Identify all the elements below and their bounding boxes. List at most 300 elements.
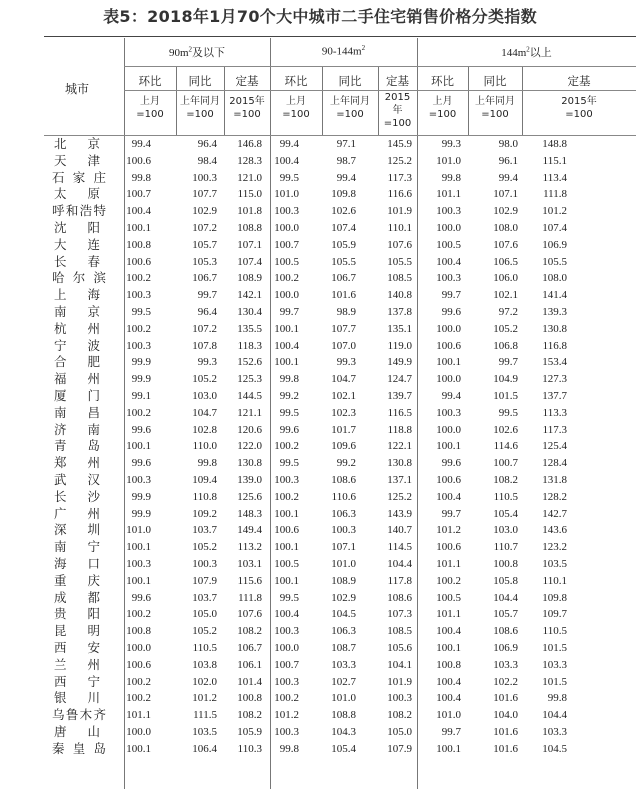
index-value: 117.8 bbox=[387, 574, 412, 587]
index-value: 128.2 bbox=[542, 490, 567, 503]
index-value: 105.8 bbox=[493, 574, 518, 587]
index-value: 99.9 bbox=[131, 490, 151, 503]
index-value: 142.1 bbox=[237, 289, 262, 302]
index-value: 108.6 bbox=[387, 591, 412, 604]
city-name: 乌鲁木齐 bbox=[52, 707, 106, 723]
index-value: 153.4 bbox=[542, 356, 567, 369]
index-value: 96.4 bbox=[197, 138, 217, 150]
city-name: 青岛 bbox=[54, 438, 100, 454]
index-value: 110.1 bbox=[387, 222, 412, 234]
index-value: 99.1 bbox=[131, 390, 151, 402]
table-top-rule bbox=[44, 36, 636, 37]
index-value: 100.1 bbox=[274, 356, 299, 369]
index-value: 108.9 bbox=[331, 574, 356, 587]
index-value: 105.2 bbox=[192, 541, 217, 554]
index-value: 99.8 bbox=[441, 171, 461, 184]
table-row bbox=[0, 304, 640, 321]
index-value: 107.2 bbox=[192, 222, 217, 234]
index-value: 100.0 bbox=[436, 423, 461, 436]
city-name: 沈阳 bbox=[54, 220, 100, 235]
group-header-large: $144m^2$以上 bbox=[501, 45, 552, 59]
city-name: 西安 bbox=[54, 640, 100, 655]
index-value: 100.0 bbox=[436, 222, 461, 234]
index-value: 100.4 bbox=[436, 692, 461, 705]
index-value: 103.3 bbox=[331, 658, 356, 671]
city-name: 大连 bbox=[54, 236, 100, 252]
table-row bbox=[0, 371, 640, 388]
index-value: 100.7 bbox=[274, 238, 299, 251]
index-value: 105.2 bbox=[493, 322, 518, 335]
index-value: 137.8 bbox=[387, 306, 412, 318]
city-name: 呼和浩特 bbox=[52, 203, 106, 219]
city-name: 合肥 bbox=[54, 354, 100, 370]
index-value: 106.1 bbox=[237, 658, 262, 671]
index-value: 105.9 bbox=[237, 726, 262, 738]
table-row bbox=[0, 153, 640, 170]
index-value: 99.6 bbox=[441, 306, 461, 318]
index-value: 100.3 bbox=[126, 339, 151, 352]
index-value: 100.8 bbox=[126, 625, 151, 638]
index-value: 100.1 bbox=[436, 440, 461, 453]
index-value: 106.7 bbox=[331, 272, 356, 285]
city-name: 唐山 bbox=[54, 724, 100, 739]
index-value: 103.3 bbox=[542, 726, 567, 738]
index-value: 99.8 bbox=[279, 373, 299, 386]
index-value: 100.8 bbox=[436, 658, 461, 671]
index-value: 102.9 bbox=[331, 591, 356, 604]
index-value: 115.6 bbox=[237, 574, 262, 587]
city-column-header: 城市 bbox=[64, 81, 89, 96]
city-name: 成都 bbox=[54, 589, 100, 605]
index-value: 99.7 bbox=[441, 726, 461, 738]
city-name: 昆明 bbox=[54, 623, 100, 639]
index-value: 100.3 bbox=[274, 474, 299, 486]
table-row bbox=[0, 422, 640, 439]
index-value: 125.6 bbox=[237, 490, 262, 503]
index-value: 104.7 bbox=[192, 406, 217, 419]
index-value: 101.1 bbox=[436, 558, 461, 570]
index-value: 100.0 bbox=[436, 322, 461, 335]
index-value: 106.0 bbox=[493, 272, 518, 285]
table-row bbox=[0, 556, 640, 573]
city-name: 西宁 bbox=[54, 673, 100, 689]
table-title: 表5：2018年1月70个大中城市二手住宅销售价格分类指数 bbox=[103, 7, 537, 26]
table-row bbox=[0, 539, 640, 556]
index-value: 100.4 bbox=[274, 339, 299, 352]
index-value: 99.7 bbox=[498, 356, 518, 369]
city-name: 济南 bbox=[54, 421, 100, 437]
index-value: 102.7 bbox=[331, 675, 356, 688]
index-value: 100.2 bbox=[126, 608, 151, 621]
index-value: 100.0 bbox=[274, 222, 299, 234]
index-value: 121.1 bbox=[237, 406, 262, 419]
group-header-medium: $90-144m^2$ bbox=[321, 44, 366, 58]
index-value: 101.6 bbox=[493, 726, 518, 738]
index-value: 141.4 bbox=[542, 289, 567, 302]
index-value: 100.4 bbox=[274, 154, 299, 167]
index-value: 99.7 bbox=[441, 289, 461, 302]
table-row bbox=[0, 136, 640, 153]
index-value: 108.9 bbox=[237, 272, 262, 285]
index-value: 100.3 bbox=[274, 205, 299, 218]
index-value: 110.5 bbox=[493, 490, 518, 503]
index-value: 104.9 bbox=[493, 373, 518, 386]
base-label: 2015年 =100 bbox=[561, 96, 597, 120]
index-value: 107.8 bbox=[192, 339, 217, 352]
index-value: 105.0 bbox=[192, 608, 217, 621]
table-row bbox=[0, 690, 640, 707]
index-value: 100.3 bbox=[436, 205, 461, 218]
index-value: 100.2 bbox=[126, 272, 151, 285]
index-value: 114.6 bbox=[493, 440, 518, 453]
index-value: 100.3 bbox=[274, 726, 299, 738]
index-value: 96.1 bbox=[498, 154, 518, 167]
index-value: 104.3 bbox=[331, 726, 356, 738]
table-row bbox=[0, 254, 640, 271]
table-row bbox=[0, 573, 640, 590]
index-value: 104.7 bbox=[331, 373, 356, 386]
index-value: 100.1 bbox=[436, 742, 461, 755]
column-header: 定基 bbox=[386, 74, 409, 88]
index-value: 103.3 bbox=[542, 658, 567, 671]
index-value: 105.7 bbox=[192, 238, 217, 251]
index-value: 100.3 bbox=[126, 558, 151, 570]
city-name: 哈尔滨 bbox=[52, 270, 106, 286]
index-value: 148.8 bbox=[542, 138, 567, 150]
index-value: 99.4 bbox=[336, 171, 356, 184]
index-value: 149.4 bbox=[237, 524, 262, 537]
table-row bbox=[0, 237, 640, 254]
city-name: 郑州 bbox=[54, 455, 100, 471]
index-value: 125.3 bbox=[237, 373, 262, 386]
table-row bbox=[0, 606, 640, 623]
index-value: 115.0 bbox=[237, 188, 262, 201]
city-name: 长春 bbox=[54, 253, 100, 269]
table-row bbox=[0, 405, 640, 422]
index-value: 101.2 bbox=[542, 205, 567, 218]
index-value: 116.6 bbox=[387, 188, 412, 201]
index-value: 107.4 bbox=[331, 222, 356, 234]
index-value: 100.2 bbox=[126, 322, 151, 335]
index-value: 102.6 bbox=[331, 205, 356, 218]
index-value: 99.6 bbox=[131, 423, 151, 436]
index-value: 101.6 bbox=[493, 742, 518, 755]
table-row bbox=[0, 506, 640, 523]
index-value: 100.6 bbox=[436, 541, 461, 554]
index-value: 101.0 bbox=[274, 188, 299, 201]
index-value: 143.9 bbox=[387, 507, 412, 520]
table-row bbox=[0, 455, 640, 472]
city-name: 宁波 bbox=[54, 337, 100, 353]
index-value: 102.0 bbox=[192, 675, 217, 688]
index-value: 101.0 bbox=[436, 709, 461, 722]
index-value: 107.1 bbox=[331, 541, 356, 554]
index-value: 102.9 bbox=[192, 205, 217, 218]
index-value: 104.0 bbox=[493, 709, 518, 722]
base-label: 上年同月 =100 bbox=[180, 96, 220, 120]
index-value: 114.5 bbox=[387, 541, 412, 554]
index-value: 113.2 bbox=[237, 541, 262, 554]
index-value: 107.7 bbox=[331, 322, 356, 335]
base-label: 上月 =100 bbox=[428, 96, 457, 120]
column-header: 环比 bbox=[431, 74, 454, 88]
index-value: 103.5 bbox=[192, 726, 217, 738]
index-value: 116.5 bbox=[387, 406, 412, 419]
index-value: 101.1 bbox=[436, 188, 461, 201]
index-value: 98.0 bbox=[498, 138, 518, 150]
index-value: 98.4 bbox=[197, 154, 217, 167]
index-value: 128.3 bbox=[237, 154, 262, 167]
index-value: 106.4 bbox=[192, 742, 217, 755]
index-value: 97.2 bbox=[498, 306, 518, 318]
index-value: 101.4 bbox=[237, 675, 262, 688]
table-row bbox=[0, 707, 640, 724]
city-name: 杭州 bbox=[54, 320, 100, 336]
index-value: 100.4 bbox=[436, 625, 461, 638]
city-name: 厦门 bbox=[54, 388, 100, 403]
index-value: 100.4 bbox=[126, 205, 151, 218]
index-value: 117.3 bbox=[387, 171, 412, 184]
index-value: 100.3 bbox=[436, 272, 461, 285]
index-value: 125.2 bbox=[387, 154, 412, 167]
index-value: 110.3 bbox=[237, 742, 262, 755]
index-value: 135.1 bbox=[387, 322, 412, 335]
index-value: 99.3 bbox=[441, 138, 461, 150]
index-value: 96.4 bbox=[197, 306, 217, 318]
index-value: 100.2 bbox=[274, 490, 299, 503]
index-value: 100.1 bbox=[126, 222, 151, 234]
city-name: 兰州 bbox=[54, 656, 100, 672]
index-value: 122.0 bbox=[237, 440, 262, 453]
city-name: 海口 bbox=[54, 556, 100, 571]
index-value: 106.3 bbox=[331, 625, 356, 638]
index-value: 100.7 bbox=[274, 658, 299, 671]
index-value: 101.9 bbox=[387, 205, 412, 218]
index-value: 107.0 bbox=[331, 339, 356, 352]
index-value: 103.7 bbox=[192, 591, 217, 604]
index-value: 100.3 bbox=[192, 171, 217, 184]
index-value: 108.8 bbox=[237, 222, 262, 234]
index-value: 118.3 bbox=[237, 339, 262, 352]
index-value: 119.0 bbox=[387, 339, 412, 352]
index-value: 105.6 bbox=[387, 642, 412, 654]
city-name: 长沙 bbox=[54, 488, 100, 504]
index-value: 100.2 bbox=[126, 406, 151, 419]
column-header: 环比 bbox=[138, 74, 162, 88]
index-value: 107.1 bbox=[493, 188, 518, 201]
city-name: 银川 bbox=[54, 690, 100, 706]
index-value: 118.8 bbox=[387, 423, 412, 436]
index-value: 99.5 bbox=[279, 457, 299, 470]
index-value: 110.6 bbox=[331, 490, 356, 503]
index-value: 106.8 bbox=[493, 339, 518, 352]
index-value: 139.3 bbox=[542, 306, 567, 318]
index-value: 99.3 bbox=[197, 356, 217, 369]
index-value: 100.2 bbox=[126, 692, 151, 705]
index-value: 135.5 bbox=[237, 322, 262, 335]
index-value: 111.5 bbox=[193, 709, 217, 722]
index-value: 108.2 bbox=[493, 474, 518, 486]
index-value: 108.7 bbox=[331, 642, 356, 654]
index-value: 99.2 bbox=[279, 390, 299, 402]
index-value: 102.3 bbox=[331, 406, 356, 419]
index-value: 108.5 bbox=[387, 272, 412, 285]
table-row bbox=[0, 270, 640, 287]
index-value: 100.3 bbox=[192, 558, 217, 570]
index-value: 99.8 bbox=[131, 171, 151, 184]
index-value: 106.9 bbox=[493, 642, 518, 654]
index-value: 106.5 bbox=[493, 255, 518, 268]
index-value: 102.8 bbox=[192, 423, 217, 436]
index-value: 100.0 bbox=[274, 289, 299, 302]
table-row bbox=[0, 220, 640, 237]
city-name: 南宁 bbox=[54, 539, 100, 555]
city-name: 福州 bbox=[54, 371, 100, 387]
index-value: 99.4 bbox=[279, 138, 299, 150]
index-value: 99.5 bbox=[131, 306, 151, 318]
index-value: 101.0 bbox=[331, 558, 356, 570]
index-value: 107.3 bbox=[387, 608, 412, 621]
index-value: 125.4 bbox=[542, 440, 567, 453]
column-header: 环比 bbox=[284, 74, 308, 88]
index-value: 104.5 bbox=[542, 742, 567, 755]
index-value: 103.0 bbox=[493, 524, 518, 537]
table-row bbox=[0, 489, 640, 506]
index-value: 108.2 bbox=[387, 709, 412, 722]
index-value: 100.1 bbox=[436, 642, 461, 654]
base-label: 上年同月 =100 bbox=[330, 96, 370, 120]
index-value: 105.5 bbox=[542, 255, 567, 268]
table-row bbox=[0, 287, 640, 304]
index-value: 137.7 bbox=[542, 390, 567, 402]
index-value: 108.6 bbox=[331, 474, 356, 486]
index-value: 143.6 bbox=[542, 524, 567, 537]
index-value: 108.2 bbox=[237, 709, 262, 722]
table-row bbox=[0, 438, 640, 455]
table-row bbox=[0, 724, 640, 741]
index-value: 104.4 bbox=[493, 591, 518, 604]
city-name: 秦皇岛 bbox=[52, 740, 106, 756]
index-value: 108.2 bbox=[237, 625, 262, 638]
index-value: 100.7 bbox=[493, 457, 518, 470]
index-value: 148.3 bbox=[237, 507, 262, 520]
index-value: 100.2 bbox=[126, 675, 151, 688]
index-value: 99.2 bbox=[336, 457, 356, 470]
index-value: 111.8 bbox=[543, 188, 567, 201]
index-value: 101.0 bbox=[436, 154, 461, 167]
index-value: 101.5 bbox=[542, 642, 567, 654]
index-value: 107.4 bbox=[542, 222, 567, 234]
city-name: 贵阳 bbox=[54, 606, 100, 622]
table-row bbox=[0, 321, 640, 338]
index-value: 100.8 bbox=[126, 238, 151, 251]
index-value: 100.3 bbox=[387, 692, 412, 705]
index-value: 100.5 bbox=[436, 238, 461, 251]
index-value: 110.5 bbox=[542, 625, 567, 638]
index-value: 100.2 bbox=[436, 574, 461, 587]
table-row bbox=[0, 590, 640, 607]
index-value: 99.3 bbox=[336, 356, 356, 369]
index-value: 97.1 bbox=[336, 138, 356, 150]
index-value: 99.6 bbox=[441, 457, 461, 470]
index-value: 130.8 bbox=[387, 457, 412, 470]
index-value: 107.6 bbox=[493, 238, 518, 251]
index-value: 105.4 bbox=[493, 507, 518, 520]
index-value: 101.6 bbox=[331, 289, 356, 302]
index-value: 100.2 bbox=[274, 692, 299, 705]
city-name: 太原 bbox=[54, 186, 100, 202]
index-value: 108.6 bbox=[493, 625, 518, 638]
index-value: 152.6 bbox=[237, 356, 262, 369]
index-value: 99.5 bbox=[498, 406, 518, 419]
index-value: 105.3 bbox=[192, 255, 217, 268]
base-label: 上月 =100 bbox=[136, 96, 164, 120]
index-value: 105.5 bbox=[387, 255, 412, 268]
index-value: 99.7 bbox=[279, 306, 299, 318]
index-value: 105.2 bbox=[192, 625, 217, 638]
index-value: 100.5 bbox=[274, 558, 299, 570]
index-value: 109.6 bbox=[331, 440, 356, 453]
index-value: 102.1 bbox=[331, 390, 356, 402]
index-value: 102.6 bbox=[493, 423, 518, 436]
index-value: 99.6 bbox=[131, 591, 151, 604]
index-value: 104.4 bbox=[542, 709, 567, 722]
index-value: 101.0 bbox=[126, 524, 151, 537]
index-value: 139.7 bbox=[387, 390, 412, 402]
index-value: 108.0 bbox=[542, 272, 567, 285]
group-header-small: $90m^2$及以下 bbox=[168, 45, 226, 59]
base-label: 上年同月 =100 bbox=[475, 96, 515, 120]
index-value: 142.7 bbox=[542, 507, 567, 520]
city-name: 南京 bbox=[54, 304, 100, 319]
index-value: 102.9 bbox=[493, 205, 518, 218]
index-value: 130.8 bbox=[542, 322, 567, 335]
table-row bbox=[0, 186, 640, 203]
table-row bbox=[0, 623, 640, 640]
index-value: 100.0 bbox=[436, 373, 461, 386]
index-value: 110.1 bbox=[542, 574, 567, 587]
index-value: 102.2 bbox=[493, 675, 518, 688]
city-name: 上海 bbox=[54, 287, 100, 303]
city-name: 北京 bbox=[54, 136, 100, 151]
index-value: 100.6 bbox=[274, 524, 299, 537]
index-value: 105.7 bbox=[493, 608, 518, 621]
index-value: 100.4 bbox=[436, 255, 461, 268]
index-value: 106.9 bbox=[542, 238, 567, 251]
index-value: 120.6 bbox=[237, 423, 262, 436]
index-value: 98.7 bbox=[336, 154, 356, 167]
index-value: 130.4 bbox=[237, 306, 262, 318]
index-value: 100.1 bbox=[436, 356, 461, 369]
index-value: 137.1 bbox=[387, 474, 412, 486]
index-value: 100.3 bbox=[331, 524, 356, 537]
index-value: 100.2 bbox=[274, 272, 299, 285]
index-value: 101.0 bbox=[331, 692, 356, 705]
index-value: 130.8 bbox=[237, 457, 262, 470]
index-value: 100.1 bbox=[126, 574, 151, 587]
index-value: 109.7 bbox=[542, 608, 567, 621]
index-value: 100.3 bbox=[126, 289, 151, 302]
index-value: 101.9 bbox=[387, 675, 412, 688]
index-value: 103.7 bbox=[192, 524, 217, 537]
index-value: 115.1 bbox=[542, 154, 567, 167]
index-value: 101.2 bbox=[274, 709, 299, 722]
index-value: 103.8 bbox=[192, 658, 217, 671]
index-value: 101.7 bbox=[331, 423, 356, 436]
index-value: 140.8 bbox=[387, 289, 412, 302]
index-value: 100.8 bbox=[493, 558, 518, 570]
index-value: 110.8 bbox=[192, 490, 217, 503]
